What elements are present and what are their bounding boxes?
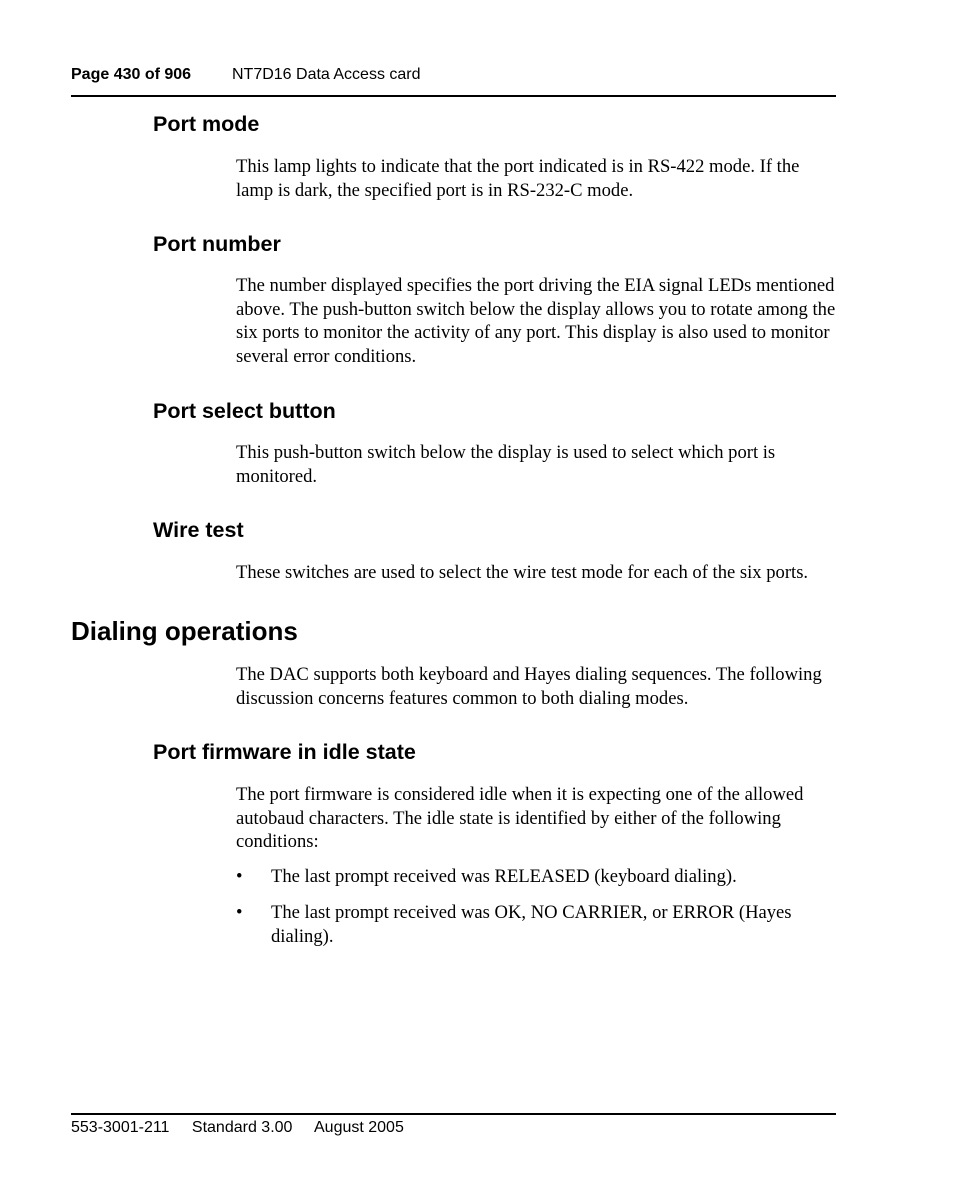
heading-port-number: Port number — [153, 232, 281, 256]
bullet-item: The last prompt received was RELEASED (keyboard dialing). — [271, 866, 737, 887]
paragraph-port-number: The number displayed specifies the port driving the EIA signal LEDs mentioned above. The push-button switch below the display allows you to rotate among the six ports to monitor the activity of any port. This display is also used to monitor several error conditions. — [236, 275, 836, 367]
heading-port-select-button: Port select button — [153, 399, 336, 423]
bullet-item: The last prompt received was OK, NO CARRIER, or ERROR (Hayes dialing). — [271, 902, 792, 947]
paragraph-port-select-button: This push-button switch below the display is used to select which port is monitored. — [236, 442, 776, 487]
heading-port-firmware-idle: Port firmware in idle state — [153, 740, 416, 764]
page-footer — [71, 1119, 422, 1137]
document-number: 553-3001-211 — [71, 1119, 170, 1136]
bullet-marker: • — [236, 866, 243, 887]
page-number: Page 430 of 906 — [71, 66, 192, 83]
paragraph-dialing-operations: The DAC supports both keyboard and Hayes dialing sequences. The following discussion concerns features common to both dialing modes. — [236, 664, 822, 709]
publication-date: August 2005 — [314, 1119, 404, 1136]
header-rule — [71, 95, 836, 97]
bullet-marker: • — [236, 902, 243, 923]
paragraph-port-firmware-idle: The port firmware is considered idle when it is expecting one of the allowed autobaud characters. The idle state is identified by either of the following conditions: — [236, 784, 804, 852]
heading-dialing-operations: Dialing operations — [71, 616, 298, 646]
document-title: NT7D16 Data Access card — [232, 66, 421, 83]
heading-port-mode: Port mode — [153, 112, 260, 136]
footer-rule — [71, 1113, 836, 1115]
standard-version: Standard 3.00 — [191, 1119, 293, 1136]
heading-wire-test: Wire test — [153, 518, 244, 542]
paragraph-port-mode: This lamp lights to indicate that the port indicated is in RS-422 mode. If the lamp is dark, the specified port is in RS-232-C mode. — [236, 156, 800, 201]
paragraph-wire-test: These switches are used to select the wire test mode for each of the six ports. — [236, 562, 809, 583]
page-header — [71, 66, 421, 84]
